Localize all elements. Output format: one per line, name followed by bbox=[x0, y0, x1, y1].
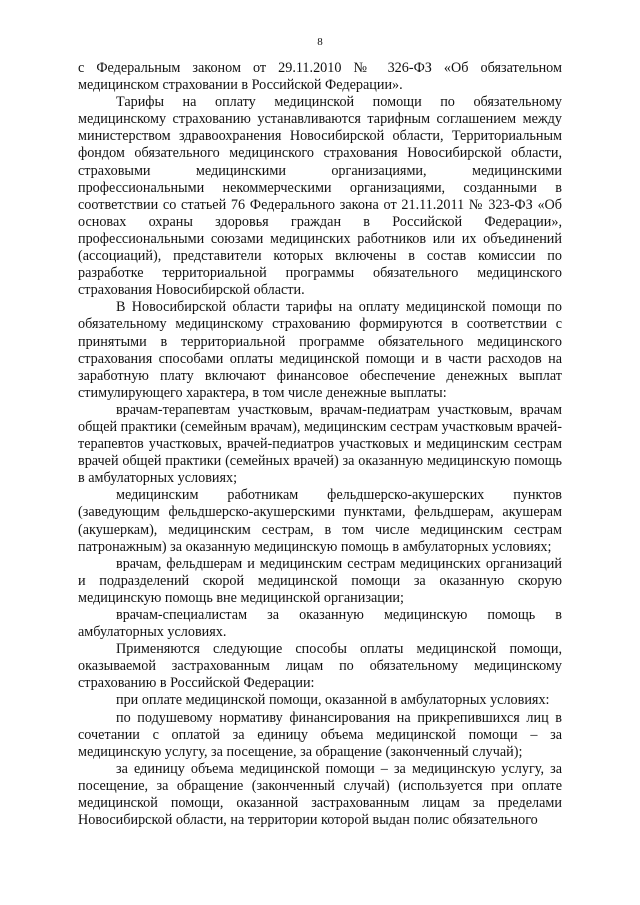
document-body bbox=[78, 60, 562, 829]
paragraph-payments-feldsher-points: медицинским работникам фельдшерско-акушерских пунктов (заведующим фельдшерско-акушерскими пунктами, фельдшерам, акушерам (акушеркам), медицинским сестрам, в том числе медицинским сестрам патронажным) за оказанную медицинскую помощь в амбулаторных условиях; bbox=[78, 487, 562, 555]
paragraph-payments-district-doctors: врачам-терапевтам участковым, врачам-педиатрам участковым, врачам общей практики (семейным врачам), медицинским сестрам участковым врачей-терапевтов участковых, врачей-педиатров участковых и медицинским сестрам врачей общей практики (семейных врачей) за оказанную медицинскую помощь в амбулаторных условиях; bbox=[78, 401, 562, 487]
paragraph-tariffs-establishment: Тарифы на оплату медицинской помощи по обязательному медицинскому страхованию устанавливаются тарифным соглашением между министерством здравоохранения Новосибирской области, Территориальным фондом обязательного медицинского страхования Новосибирской области, страховыми медицинскими организациями, медицинскими профессиональными некоммерческими организациями, созданными в соответствии со статьей 76 Федерального закона от 21.11.2011 № 323-ФЗ «Об основах охраны здоровья граждан в Российской Федерации», профессиональными союзами медицинских работников или их объединений (ассоциаций), представители которых включены в состав комиссии по разработке территориальной программы обязательного медицинского страхования Новосибирской области. bbox=[78, 94, 562, 299]
page-number: 8 bbox=[317, 36, 323, 48]
paragraph-outpatient-payment: при оплате медицинской помощи, оказанной в амбулаторных условиях: bbox=[116, 692, 550, 709]
paragraph-payment-methods: Применяются следующие способы оплаты медицинской помощи, оказываемой застрахованным лицам по обязательному медицинскому страхованию в Российской Федерации: bbox=[78, 641, 562, 692]
paragraph-continuation: с Федеральным законом от 29.11.2010 № 326-ФЗ «Об обязательном медицинском страховании в Российской Федерации». bbox=[78, 60, 562, 94]
paragraph-payments-emergency: врачам, фельдшерам и медицинским сестрам медицинских организаций и подразделений скорой медицинской помощи за оказанную скорую медицинскую помощь вне медицинской организации; bbox=[78, 555, 562, 606]
paragraph-payments-specialists: врачам-специалистам за оказанную медицинскую помощь в амбулаторных условиях. bbox=[78, 607, 562, 641]
paragraph-tariffs-formation: В Новосибирской области тарифы на оплату медицинской помощи по обязательному медицинскому страхованию формируются в соответствии с принятыми в территориальной программе обязательного медицинского страхования способами оплаты медицинской помощи и в части расходов на заработную плату включают финансовое обеспечение денежных выплат стимулирующего характера, в том числе денежные выплаты: bbox=[78, 299, 562, 401]
paragraph-per-unit-volume: за единицу объема медицинской помощи – за медицинскую услугу, за посещение, за обращение (законченный случай) (используется при оплате медицинской помощи, оказанной застрахованным лицам за пределами Новосибирской области, на территории которой выдан полис обязательного bbox=[78, 760, 562, 829]
paragraph-per-capita-standard: по подушевому нормативу финансирования на прикрепившихся лиц в сочетании с оплатой за единицу объема медицинской помощи – за медицинскую услугу, за посещение, за обращение (законченный случай); bbox=[78, 709, 562, 760]
